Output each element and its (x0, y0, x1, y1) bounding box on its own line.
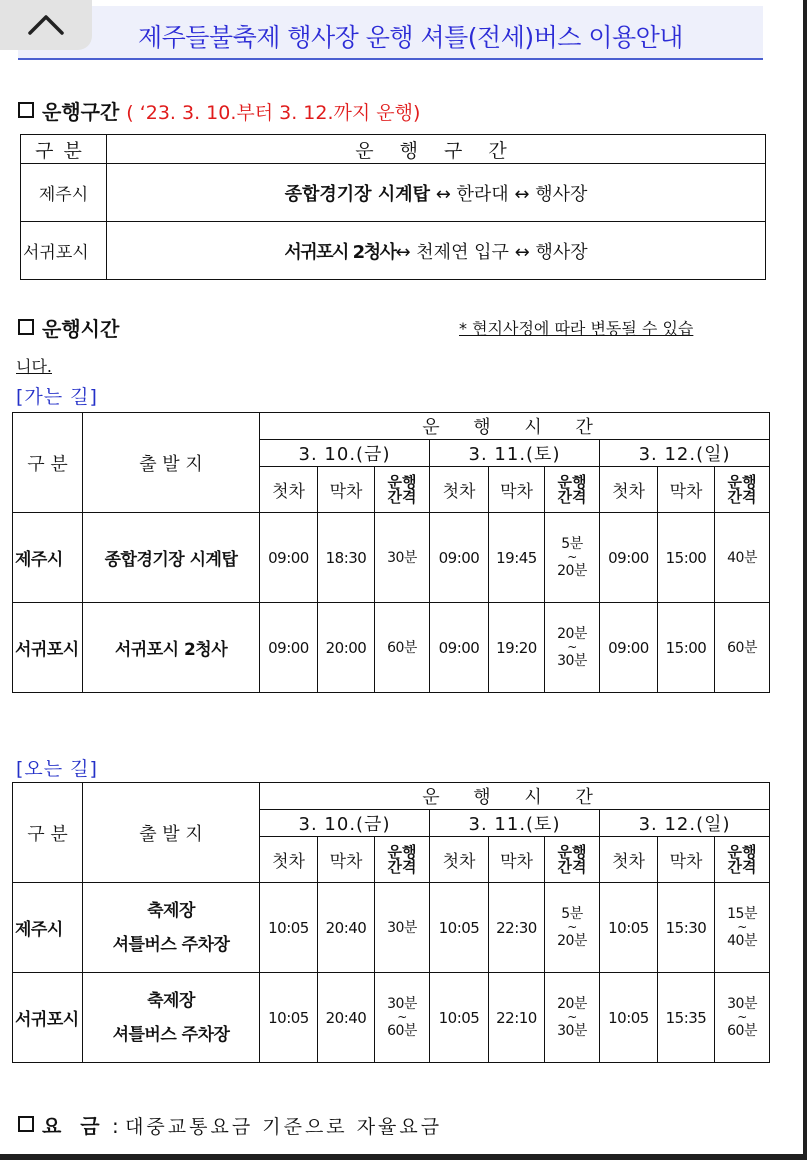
last-bus: 22:30 (489, 883, 545, 973)
interval-tilde: ~ (737, 920, 747, 934)
last-bus: 20:40 (318, 973, 375, 1063)
first-bus: 10:05 (260, 973, 318, 1063)
interval-label-line1: 운행 (557, 842, 587, 861)
interval-min: 15분 (727, 906, 757, 922)
time-heading-text: 운행시간 (42, 317, 120, 341)
last-bus: 15:00 (658, 603, 715, 693)
col-origin: 출 발 지 (83, 413, 260, 513)
col-first-bus: 첫차 (260, 837, 318, 883)
interval-min: 20분 (557, 626, 587, 642)
col-operation-time: 운 행 시 간 (260, 783, 770, 810)
col-date: 3. 11.(토) (430, 810, 600, 837)
interval (545, 603, 600, 693)
col-date: 3. 12.(일) (600, 810, 770, 837)
col-interval (375, 837, 430, 883)
row-region: 제주시 (13, 513, 83, 603)
first-bus: 10:05 (260, 883, 318, 973)
origin-line2: 셔틀버스 주차장 (112, 1024, 230, 1045)
interval-min: 30분 (387, 996, 417, 1012)
col-interval (375, 467, 430, 513)
fare-colon: : (111, 1114, 119, 1138)
interval-max: 30분 (557, 1023, 587, 1039)
interval-label-line2: 간격 (727, 857, 757, 876)
col-operation-time: 운 행 시 간 (260, 413, 770, 440)
col-date: 3. 12.(일) (600, 440, 770, 467)
route-table-header (21, 135, 766, 164)
chevron-up-icon (26, 13, 66, 37)
page-title: 제주들불축제 행사장 운행 셔틀(전세)버스 이용안내 (138, 23, 683, 52)
origin-line2: 셔틀버스 주차장 (112, 934, 230, 955)
last-bus: 22:10 (489, 973, 545, 1063)
interval (375, 973, 430, 1063)
interval-tilde: ~ (737, 1010, 747, 1024)
col-first-bus: 첫차 (600, 837, 658, 883)
route-start: 종합경기장 시계탑 (284, 183, 430, 205)
first-bus: 09:00 (260, 603, 318, 693)
interval: 60분 (375, 603, 430, 693)
screen-edge (803, 0, 807, 1160)
checkbox-square-icon (18, 1116, 34, 1132)
interval-tilde: ~ (567, 920, 577, 934)
row-region: 서귀포시 (13, 973, 83, 1063)
last-bus: 19:20 (489, 603, 545, 693)
route-start: 서귀포시 2청사 (284, 241, 396, 263)
interval (715, 973, 770, 1063)
table-row (21, 164, 766, 222)
interval-tilde: ~ (397, 1010, 407, 1024)
outbound-label: [가는 길] (16, 386, 98, 408)
fare-heading: 요 금 (42, 1114, 106, 1138)
first-bus: 09:00 (600, 603, 658, 693)
interval: 30분 (375, 513, 430, 603)
table-row (13, 973, 770, 1063)
route-path (107, 222, 766, 280)
first-bus: 10:05 (600, 973, 658, 1063)
interval-max: 40분 (727, 933, 757, 949)
checkbox-square-icon (18, 319, 34, 335)
last-bus: 15:00 (658, 513, 715, 603)
col-first-bus: 첫차 (430, 837, 489, 883)
interval-label-line2: 간격 (387, 487, 417, 506)
interval-min: 5분 (561, 906, 583, 922)
return-timetable (12, 782, 770, 1063)
route-table (20, 134, 766, 280)
route-path (107, 164, 766, 222)
col-last-bus: 막차 (658, 467, 715, 513)
first-bus: 09:00 (600, 513, 658, 603)
last-bus: 20:40 (318, 883, 375, 973)
interval (545, 973, 600, 1063)
interval (545, 883, 600, 973)
row-origin: 종합경기장 시계탑 (83, 513, 260, 603)
interval (545, 513, 600, 603)
col-first-bus: 첫차 (260, 467, 318, 513)
route-region: 제주시 (21, 164, 107, 222)
interval-max: 60분 (387, 1023, 417, 1039)
first-bus: 10:05 (430, 973, 489, 1063)
first-bus: 09:00 (260, 513, 318, 603)
table-row (13, 883, 770, 973)
return-label: [오는 길] (16, 758, 98, 780)
col-last-bus: 막차 (489, 837, 545, 883)
interval-label-line1: 운행 (727, 472, 757, 491)
checkbox-square-icon (18, 102, 34, 118)
route-rest: ↔ 한라대 ↔ 행사장 (429, 183, 588, 205)
col-last-bus: 막차 (318, 837, 375, 883)
table-row (13, 513, 770, 603)
interval (715, 883, 770, 973)
col-date: 3. 10.(금) (260, 810, 430, 837)
col-last-bus: 막차 (318, 467, 375, 513)
time-section-heading (18, 313, 119, 342)
interval-label-line1: 운행 (387, 472, 417, 491)
row-origin (83, 883, 260, 973)
origin-line1: 축제장 (147, 990, 195, 1011)
last-bus: 20:00 (318, 603, 375, 693)
last-bus: 15:35 (658, 973, 715, 1063)
row-region: 서귀포시 (13, 603, 83, 693)
route-period: ( ‘23. 3. 10.부터 3. 12.까지 운행) (126, 102, 421, 124)
row-origin (83, 973, 260, 1063)
interval-label-line1: 운행 (727, 842, 757, 861)
interval-min: 30분 (727, 996, 757, 1012)
first-bus: 10:05 (600, 883, 658, 973)
origin-line1: 축제장 (147, 900, 195, 921)
interval-tilde: ~ (567, 640, 577, 654)
row-region: 제주시 (13, 883, 83, 973)
col-interval (715, 837, 770, 883)
col-date: 3. 10.(금) (260, 440, 430, 467)
last-bus: 18:30 (318, 513, 375, 603)
interval-max: 20분 (557, 933, 587, 949)
col-first-bus: 첫차 (600, 467, 658, 513)
interval: 30분 (375, 883, 430, 973)
interval-label-line2: 간격 (387, 857, 417, 876)
row-origin: 서귀포시 2청사 (83, 603, 260, 693)
col-last-bus: 막차 (658, 837, 715, 883)
interval-max: 60분 (727, 1023, 757, 1039)
outbound-timetable (12, 412, 770, 693)
interval-label-line1: 운행 (557, 472, 587, 491)
route-col-route: 운 행 구 간 (107, 135, 766, 164)
first-bus: 10:05 (430, 883, 489, 973)
col-interval (545, 467, 600, 513)
interval-tilde: ~ (567, 1010, 577, 1024)
route-rest: ↔ 천제연 입구 ↔ 행사장 (395, 241, 588, 263)
first-bus: 09:00 (430, 513, 489, 603)
interval-min: 20분 (557, 996, 587, 1012)
collapse-button[interactable] (0, 0, 92, 50)
interval-label-line2: 간격 (727, 487, 757, 506)
screen-bottom-edge (0, 1154, 807, 1160)
fare-section (18, 1110, 442, 1139)
last-bus: 19:45 (489, 513, 545, 603)
col-first-bus: 첫차 (430, 467, 489, 513)
interval: 60분 (715, 603, 770, 693)
interval-label-line2: 간격 (557, 857, 587, 876)
fare-text: 대중교통요금 기준으로 자율요금 (125, 1116, 443, 1138)
time-note: * 현지사정에 따라 변동될 수 있습 (459, 319, 694, 338)
col-last-bus: 막차 (489, 467, 545, 513)
col-category: 구 분 (13, 783, 83, 883)
first-bus: 09:00 (430, 603, 489, 693)
table-row (21, 222, 766, 280)
col-category: 구 분 (13, 413, 83, 513)
interval-max: 20분 (557, 563, 587, 579)
interval: 40분 (715, 513, 770, 603)
table-row (13, 603, 770, 693)
interval-label-line1: 운행 (387, 842, 417, 861)
interval-tilde: ~ (567, 550, 577, 564)
route-section-heading (18, 96, 420, 125)
col-origin: 출 발 지 (83, 783, 260, 883)
interval-max: 30분 (557, 653, 587, 669)
col-interval (545, 837, 600, 883)
interval-label-line2: 간격 (557, 487, 587, 506)
last-bus: 15:30 (658, 883, 715, 973)
route-region: 서귀포시 (21, 222, 107, 280)
col-interval (715, 467, 770, 513)
route-heading-text: 운행구간 (42, 100, 120, 124)
interval-min: 5분 (561, 536, 583, 552)
header-banner (18, 6, 763, 60)
time-note-continued: 니다. (16, 357, 52, 376)
route-col-category: 구분 (21, 135, 107, 164)
col-date: 3. 11.(토) (430, 440, 600, 467)
